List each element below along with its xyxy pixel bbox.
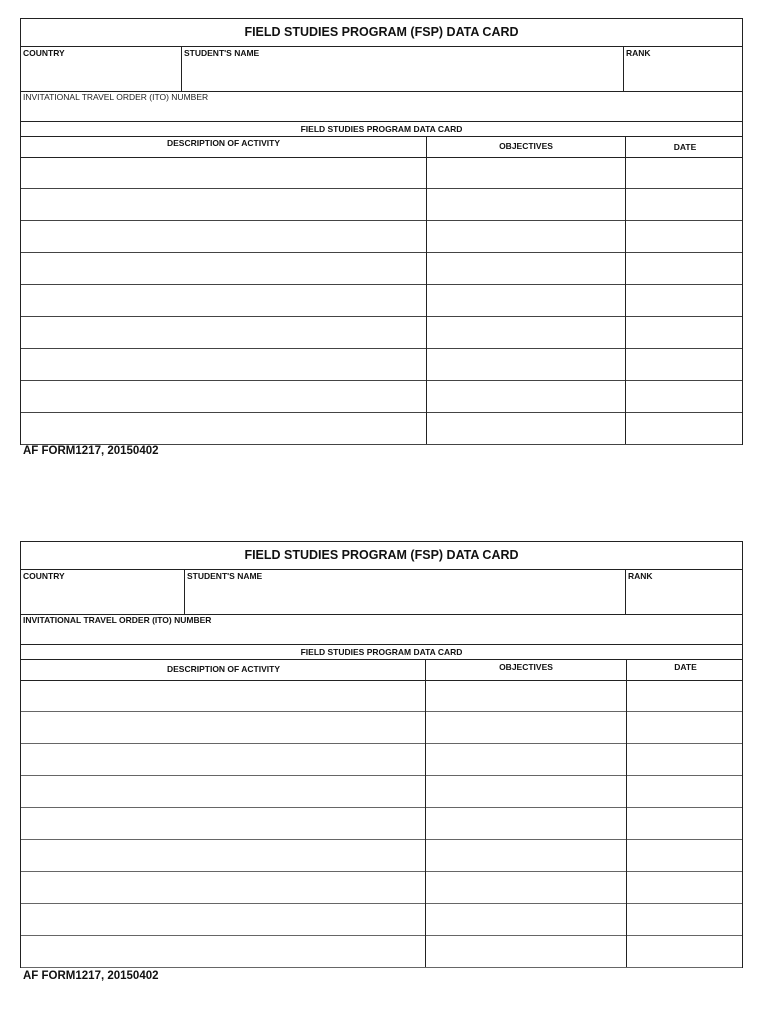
column-header-objectives: OBJECTIVES xyxy=(426,136,625,157)
column-header-objectives: OBJECTIVES xyxy=(425,659,626,680)
table-row[interactable] xyxy=(21,712,742,744)
column-divider xyxy=(426,157,427,444)
card-title: FIELD STUDIES PROGRAM (FSP) DATA CARD xyxy=(21,19,742,47)
rank-field[interactable] xyxy=(623,46,744,91)
form-identifier: AF FORM1217, 20150402 xyxy=(23,970,159,982)
table-row[interactable] xyxy=(21,381,742,413)
activity-table-body xyxy=(21,157,742,444)
column-header-description: DESCRIPTION OF ACTIVITY xyxy=(166,664,281,674)
table-row[interactable] xyxy=(21,872,742,904)
student-name-field[interactable] xyxy=(184,569,625,614)
table-row[interactable] xyxy=(21,904,742,936)
table-row[interactable] xyxy=(21,776,742,808)
table-row[interactable] xyxy=(21,253,742,285)
table-row[interactable] xyxy=(21,349,742,381)
student-name-label: STUDENT'S NAME xyxy=(187,571,263,581)
activity-table-header xyxy=(21,136,742,158)
column-header-date: DATE xyxy=(625,136,744,157)
country-label: COUNTRY xyxy=(23,571,65,581)
table-row[interactable] xyxy=(21,680,742,712)
fsp-data-card-1 xyxy=(20,18,743,445)
column-divider xyxy=(425,680,426,967)
table-row[interactable] xyxy=(21,840,742,872)
country-field[interactable] xyxy=(21,569,184,614)
country-label: COUNTRY xyxy=(23,48,65,58)
fsp-data-card-2 xyxy=(20,541,743,968)
ito-number-label: INVITATIONAL TRAVEL ORDER (ITO) NUMBER xyxy=(23,615,212,625)
form-identifier: AF FORM1217, 20150402 xyxy=(23,445,159,457)
card-title: FIELD STUDIES PROGRAM (FSP) DATA CARD xyxy=(21,542,742,570)
section-subheading: FIELD STUDIES PROGRAM DATA CARD xyxy=(21,645,742,660)
activity-table-header xyxy=(21,659,742,681)
rank-label: RANK xyxy=(628,571,653,581)
table-row[interactable] xyxy=(21,189,742,221)
column-header-description: DESCRIPTION OF ACTIVITY xyxy=(166,138,281,148)
column-divider xyxy=(625,157,626,444)
table-row[interactable] xyxy=(21,221,742,253)
ito-number-field[interactable] xyxy=(21,614,742,645)
table-row[interactable] xyxy=(21,317,742,349)
section-subheading: FIELD STUDIES PROGRAM DATA CARD xyxy=(21,122,742,137)
country-field[interactable] xyxy=(21,46,181,91)
ito-number-label: INVITATIONAL TRAVEL ORDER (ITO) NUMBER xyxy=(23,92,209,102)
student-name-label: STUDENT'S NAME xyxy=(184,48,260,58)
column-header-date: DATE xyxy=(626,659,744,680)
table-row[interactable] xyxy=(21,808,742,840)
identity-row xyxy=(21,569,742,615)
identity-row xyxy=(21,46,742,92)
table-row[interactable] xyxy=(21,157,742,189)
table-row[interactable] xyxy=(21,936,742,968)
student-name-field[interactable] xyxy=(181,46,623,91)
table-row[interactable] xyxy=(21,413,742,445)
table-row[interactable] xyxy=(21,744,742,776)
rank-label: RANK xyxy=(626,48,651,58)
ito-number-field[interactable] xyxy=(21,91,742,122)
column-divider xyxy=(626,680,627,967)
activity-table-body xyxy=(21,680,742,967)
rank-field[interactable] xyxy=(625,569,744,614)
table-row[interactable] xyxy=(21,285,742,317)
